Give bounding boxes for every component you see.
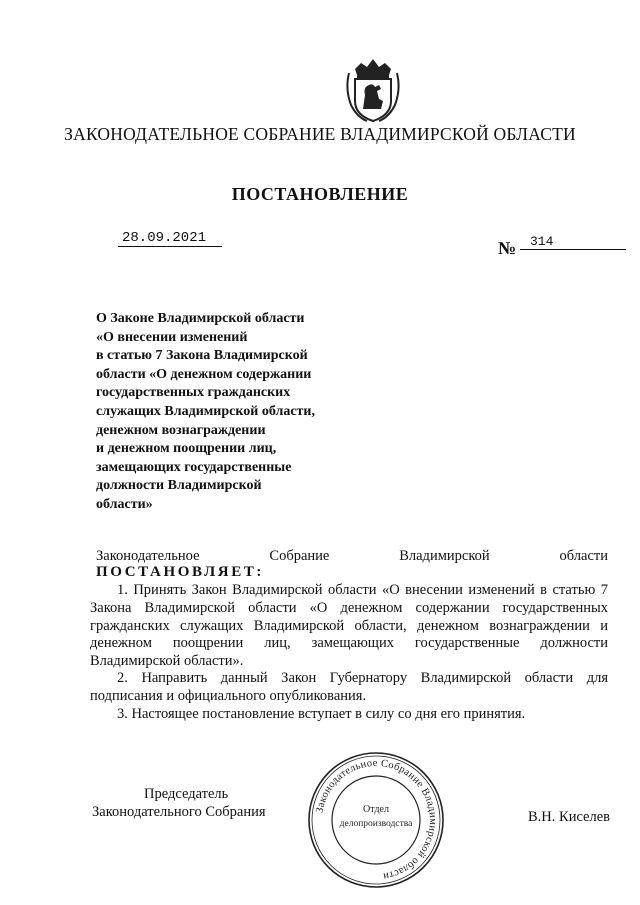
stamp-center-line: Отдел — [363, 804, 389, 815]
subject-line: денежном вознаграждении — [96, 422, 266, 438]
organization-name: ЗАКОНОДАТЕЛЬНОЕ СОБРАНИЕ ВЛАДИМИРСКОЙ ОБЛАСТИ — [64, 124, 576, 144]
intro-word: Законодательное — [96, 548, 200, 564]
subject-line: в статью 7 Закона Владимирской — [96, 348, 308, 364]
signatory-title-line: Законодательного Собрания — [92, 804, 266, 820]
paragraph-3: 3. Настоящее постановление вступает в силу со дня его принятия. — [117, 706, 526, 722]
paragraph-2: 2. Направить данный Закон Губернатору Владимирской области для подписания и официального опубликования. — [90, 670, 608, 704]
subject-line: и денежном поощрении лиц, — [96, 441, 277, 457]
document-type-title: ПОСТАНОВЛЕНИЕ — [231, 184, 409, 204]
paragraph-1: 1. Принять Закон Владимирской области «О внесении изменений в статью 7 Закона Владимирской области «О денежном содержании государственных гражданских служащих Владимирской области, денежном вознаграждении и денежном поощрении лиц, замещающих государственные должности Владимирской области». — [90, 582, 608, 670]
subject-line: области» — [96, 496, 153, 512]
subject-line: замещающих государственные — [96, 459, 292, 475]
subject-line: О Законе Владимирской области — [96, 311, 305, 326]
stamp-center-line: делопроизводства — [339, 819, 413, 829]
signatory-title-line: Председатель — [144, 786, 229, 802]
intro-word: области — [559, 548, 608, 564]
signatory-title — [92, 785, 266, 821]
stamp-ring-text: Законодательное Собрание Владимирской области — [314, 757, 439, 882]
subject-line: служащих Владимирской области, — [96, 403, 315, 419]
subject-line: «О внесении изменений — [96, 329, 248, 345]
document-number: 314 — [520, 234, 626, 250]
subject-line: государственных гражданских — [96, 385, 291, 401]
subject-line: области «О денежном содержании — [96, 366, 312, 382]
signatory-name: В.Н. Киселев — [528, 809, 611, 825]
postanovlyaet-heading: ПОСТАНОВЛЯЕТ: — [96, 564, 265, 580]
document-date: 28.09.2021 — [118, 230, 222, 247]
number-label: № — [498, 238, 517, 258]
resolution-subject — [96, 310, 356, 515]
subject-line: должности Владимирской — [96, 478, 262, 494]
intro-word: Собрание — [269, 548, 330, 564]
intro-word: Владимирской — [399, 548, 490, 564]
office-stamp — [306, 750, 446, 890]
coat-of-arms-icon — [343, 55, 403, 125]
intro-line — [96, 548, 608, 565]
